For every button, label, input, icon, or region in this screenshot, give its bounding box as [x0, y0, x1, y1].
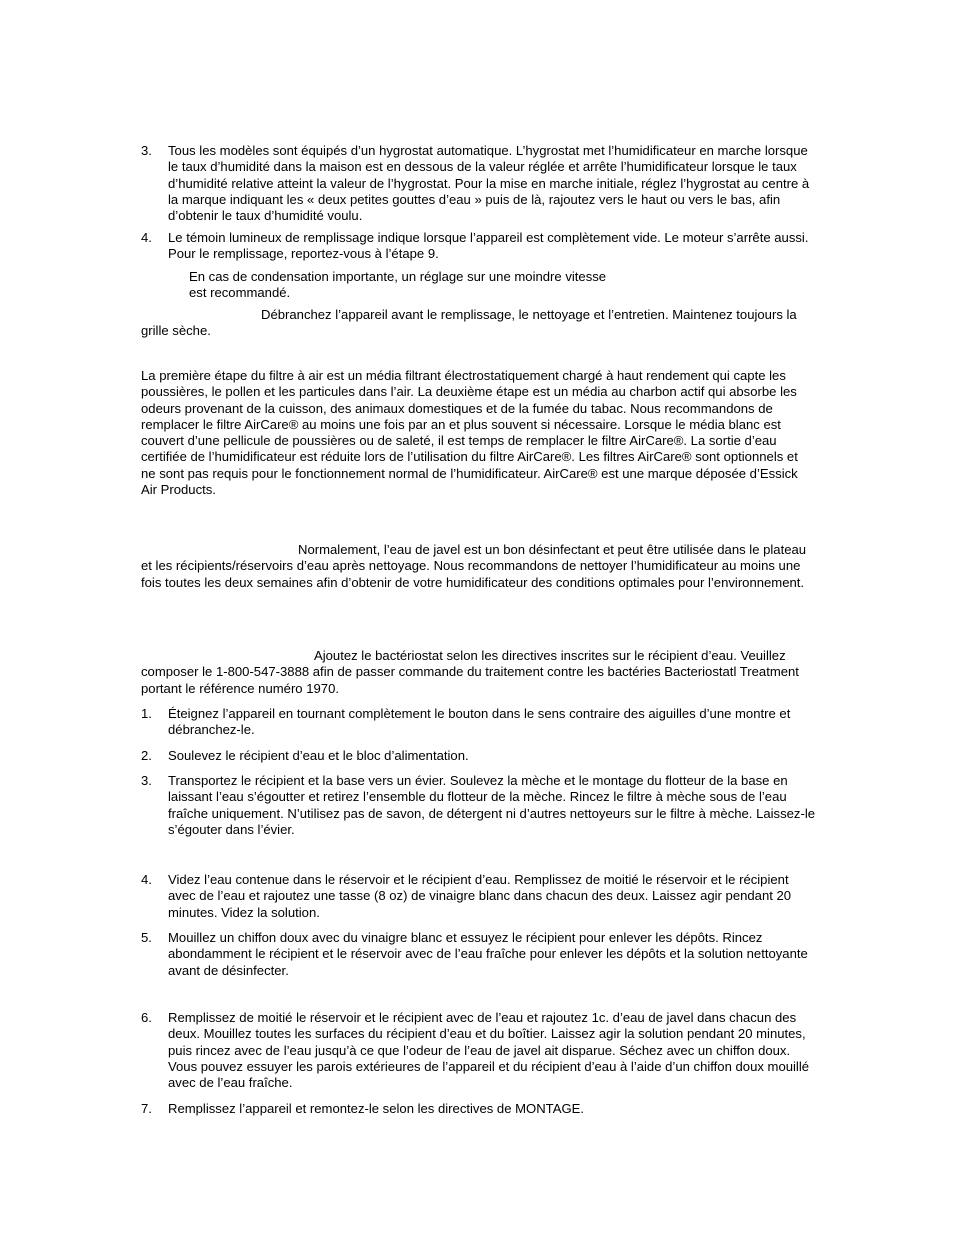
- list-number: 2.: [141, 748, 152, 763]
- list-number: 3.: [141, 143, 152, 158]
- list-text: Remplissez l’appareil et remontez-le selon les directives de MONTAGE.: [168, 1101, 585, 1116]
- condensation-note: En cas de condensation importante, un réglage sur une moindre vitesse est recommandé.: [189, 269, 607, 301]
- bleach-paragraph: [141, 542, 816, 591]
- list-number: 4.: [141, 872, 152, 887]
- list-text: Transportez le récipient et la base vers un évier. Soulevez la mèche et le montage du flotteur de la base en laissant l’eau s’égoutter et retirez l’ensemble du flotteur de la mèche. Rincez le filtre à mèche sous de l’eau fraîche uniquement. N’utilisez pas de savon, de détergent ni d’autres nettoyeurs sur le filtre à mèche. Laissez-le s’égouter dans l’évier.: [168, 773, 816, 837]
- list-number: 3.: [141, 773, 152, 788]
- caution-text: Débranchez l’appareil avant le remplissage, le nettoyage et l’entretien. Maintenez toujours la grille sèche.: [141, 307, 797, 339]
- caution-paragraph: [141, 307, 816, 340]
- list-text: Videz l’eau contenue dans le réservoir et le récipient d’eau. Remplissez de moitié le réservoir et le récipient avec de l’eau et rajoutez une tasse (8 oz) de vinaigre blanc dans chacun des deux. Laissez agir pendant 20 minutes. Videz la solution.: [168, 872, 792, 920]
- bacteriostat-paragraph: [141, 648, 816, 697]
- list-text: Tous les modèles sont équipés d’un hygrostat automatique. L’hygrostat met l’humidificateur en marche lorsque le taux d’humidité dans la maison est en dessous de la valeur réglée et arrête l’humidificateur lorsque le taux d’humidité relative atteint la valeur de l’hygrostat. Pour la mise en marche initiale, réglez l’hygrostat au centre à la marque indiquant les « deux petites gouttes d’eau » puis de là, rajoutez vers le haut ou vers le bas, afin d’obtenir le taux d’humidité voulu.: [168, 143, 810, 224]
- list-text: Le témoin lumineux de remplissage indique lorsque l’appareil est complètement vide. Le moteur s’arrête aussi. Pour le remplissage, reportez-vous à l’étape 9.: [168, 230, 809, 262]
- list-number: 1.: [141, 706, 152, 721]
- filter-paragraph: La première étape du filtre à air est un média filtrant électrostatiquement chargé à haut rendement qui capte les poussières, le pollen et les particules dans l’air. La deuxième étape est un média au charbon actif qui absorbe les odeurs provenant de la cuisson, des animaux domestiques et de la fumée du tabac. Nous recommandons de remplacer le filtre AirCare® au moins une fois par an et plus souvent si nécessaire. Lorsque le média blanc est couvert d’une pellicule de poussières ou de saleté, il est temps de remplacer le filtre AirCare®. La sortie d’eau certifiée de l’humidificateur est réduite lors de l’utilisation du filtre AirCare®. Les filtres AirCare® sont optionnels et ne sont pas requis pour le fonctionnement normal de l’humidificateur. AirCare® est une marque déposée d’Essick Air Products.: [141, 368, 798, 498]
- bleach-text: Normalement, l’eau de javel est un bon désinfectant et peut être utilisée dans le plateau et les récipients/réservoirs d’eau après nettoyage. Nous recommandons de nettoyer l’humidificateur au moins une fois toutes les deux semaines afin d’obtenir de votre humidificateur des conditions optimales pour l’environnement.: [141, 542, 807, 590]
- list-text: Mouillez un chiffon doux avec du vinaigre blanc et essuyez le récipient pour enlever les dépôts. Rincez abondamment le récipient et le réservoir avec de l’eau fraîche pour enlever les dépôts et la solution nettoyante avant de désinfecter.: [168, 930, 808, 978]
- list-text: Éteignez l’appareil en tournant complètement le bouton dans le sens contraire des aiguilles d’une montre et débranchez-le.: [168, 706, 791, 738]
- list-text: Remplissez de moitié le réservoir et le récipient avec de l’eau et rajoutez 1c. d’eau de javel dans chacun des deux. Mouillez toutes les surfaces du récipient d’eau et du boîtier. Laissez agir la solution pendant 20 minutes, puis rincez avec de l’eau jusqu’à ce que l’odeur de l’eau de javel ait disparue. Séchez avec un chiffon doux. Vous pouvez essuyer les parois extérieures de l’appareil et du récipient d’eau à l’aide d’un chiffon doux mouillé avec de l’eau fraîche.: [168, 1010, 810, 1091]
- list-number: 6.: [141, 1010, 152, 1025]
- list-number: 7.: [141, 1101, 152, 1116]
- bacteriostat-text: Ajoutez le bactériostat selon les directives inscrites sur le récipient d’eau. Veuillez composer le 1-800-547-3888 afin de passer commande du traitement contre les bactéries Bacteriostatl Treatment portant le référence numéro 1970.: [141, 648, 799, 696]
- list-number: 4.: [141, 230, 152, 245]
- list-number: 5.: [141, 930, 152, 945]
- list-text: Soulevez le récipient d’eau et le bloc d’alimentation.: [168, 748, 469, 763]
